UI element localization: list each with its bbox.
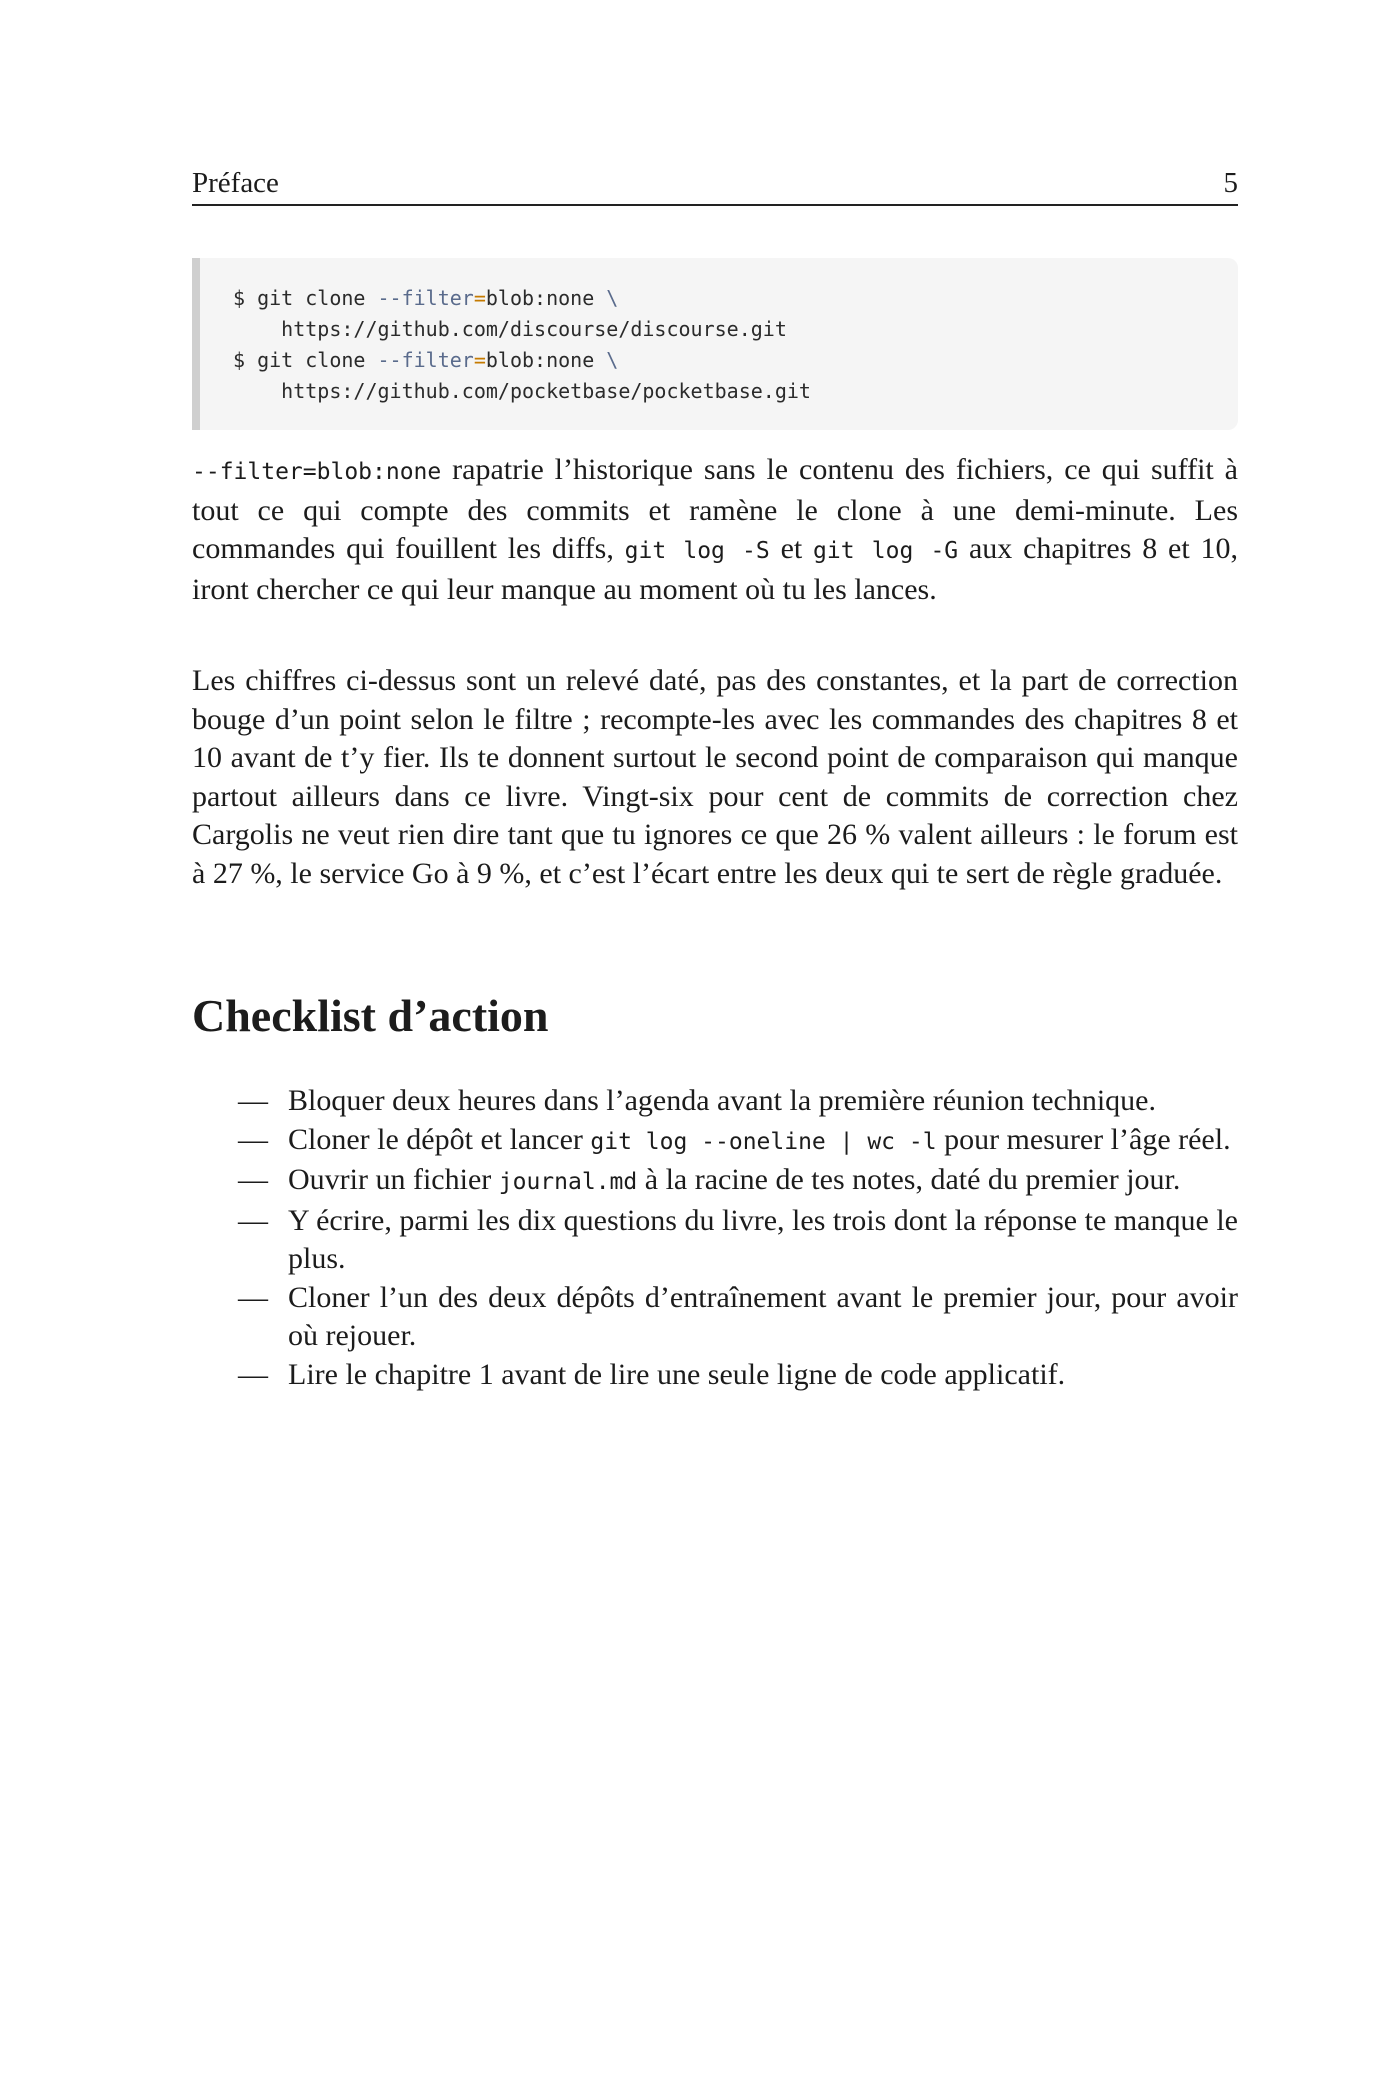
code-line: https://github.com/discourse/discourse.git bbox=[233, 317, 787, 341]
code-value: blob:none bbox=[485, 286, 607, 310]
paragraph-filter-explanation bbox=[192, 451, 1238, 609]
list-item-text: à la racine de tes notes, daté du premier jour. bbox=[637, 1163, 1181, 1196]
inline-code: git log -G bbox=[813, 538, 959, 564]
list-dash: — bbox=[238, 1084, 268, 1117]
list-item bbox=[192, 1356, 1238, 1395]
list-item-text: Cloner le dépôt et lancer bbox=[288, 1122, 591, 1156]
list-dash: — bbox=[238, 1280, 268, 1314]
code-line bbox=[233, 345, 1238, 376]
list-item-text: Ouvrir un fichier bbox=[288, 1163, 499, 1196]
code-command: $ git clone bbox=[233, 348, 378, 372]
inline-code: --filter=blob:none bbox=[192, 459, 442, 485]
inline-code: journal.md bbox=[498, 1169, 638, 1195]
inline-code: git log --oneline | wc -l bbox=[590, 1128, 937, 1155]
code-operator: = bbox=[473, 286, 486, 310]
list-item-text: pour mesurer l’âge réel. bbox=[936, 1122, 1231, 1156]
code-option: --filter bbox=[377, 348, 474, 372]
list-item bbox=[192, 1161, 1238, 1202]
code-command: $ git clone bbox=[233, 286, 378, 310]
list-item bbox=[192, 1121, 1238, 1162]
list-item bbox=[192, 1202, 1238, 1279]
code-line: https://github.com/pocketbase/pocketbase.git bbox=[233, 379, 811, 403]
code-continuation: \ bbox=[606, 348, 619, 372]
list-dash: — bbox=[238, 1163, 268, 1196]
code-option: --filter bbox=[377, 286, 474, 310]
list-dash: — bbox=[238, 1357, 268, 1391]
running-header bbox=[192, 164, 1238, 206]
paragraph-text: rapatrie l’historique sans le contenu des fichiers, ce qui suffit à tout ce qui compte des commits et ramène le clone à une demi-minute. Les commandes qui fouillent les diffs, bbox=[192, 453, 1238, 565]
action-checklist bbox=[192, 1082, 1238, 1394]
list-item-text: Cloner l’un des deux dépôts d’entraînement avant le premier jour, pour avoir où rejouer. bbox=[288, 1280, 1238, 1352]
code-operator: = bbox=[473, 348, 486, 372]
list-item bbox=[192, 1082, 1238, 1121]
paragraph-figures: Les chiffres ci-dessus sont un relevé daté, pas des constantes, et la part de correction bouge d’un point selon le filtre ; recompte-les avec les commandes des chapitres 8 et 10 avant de t’y fier. Ils te donnent surtout le second point de comparaison qui manque partout ailleurs dans ce livre. Vingt-six pour cent de commits de correction chez Cargolis ne veut rien dire tant que tu ignores ce que 26 % valent ailleurs : le forum est à 27 %, le service Go à 9 %, et c’est l’écart entre les deux qui te sert de règle graduée. bbox=[192, 664, 1238, 890]
list-dash: — bbox=[238, 1122, 268, 1156]
chapter-title: Préface bbox=[192, 167, 279, 199]
paragraph-text: aux chapitres 8 et 10, iront chercher ce qui leur manque au moment où tu les lances. bbox=[192, 532, 1238, 606]
code-line bbox=[233, 283, 1238, 314]
code-block bbox=[192, 258, 1238, 430]
code-continuation: \ bbox=[606, 286, 619, 310]
list-item bbox=[192, 1279, 1238, 1356]
code-value: blob:none bbox=[485, 348, 607, 372]
list-item-text: Bloquer deux heures dans l’agenda avant la première réunion technique. bbox=[288, 1084, 1156, 1117]
inline-code: git log -S bbox=[624, 538, 770, 564]
list-item-text: Y écrire, parmi les dix questions du livre, les trois dont la réponse te manque le plus. bbox=[288, 1203, 1238, 1275]
list-item-text: Lire le chapitre 1 avant de lire une seule ligne de code applicatif. bbox=[288, 1357, 1066, 1391]
page-number: 5 bbox=[1223, 167, 1238, 199]
section-heading: Checklist d’action bbox=[192, 990, 549, 1041]
paragraph-text: et bbox=[769, 532, 814, 565]
list-dash: — bbox=[238, 1203, 268, 1237]
